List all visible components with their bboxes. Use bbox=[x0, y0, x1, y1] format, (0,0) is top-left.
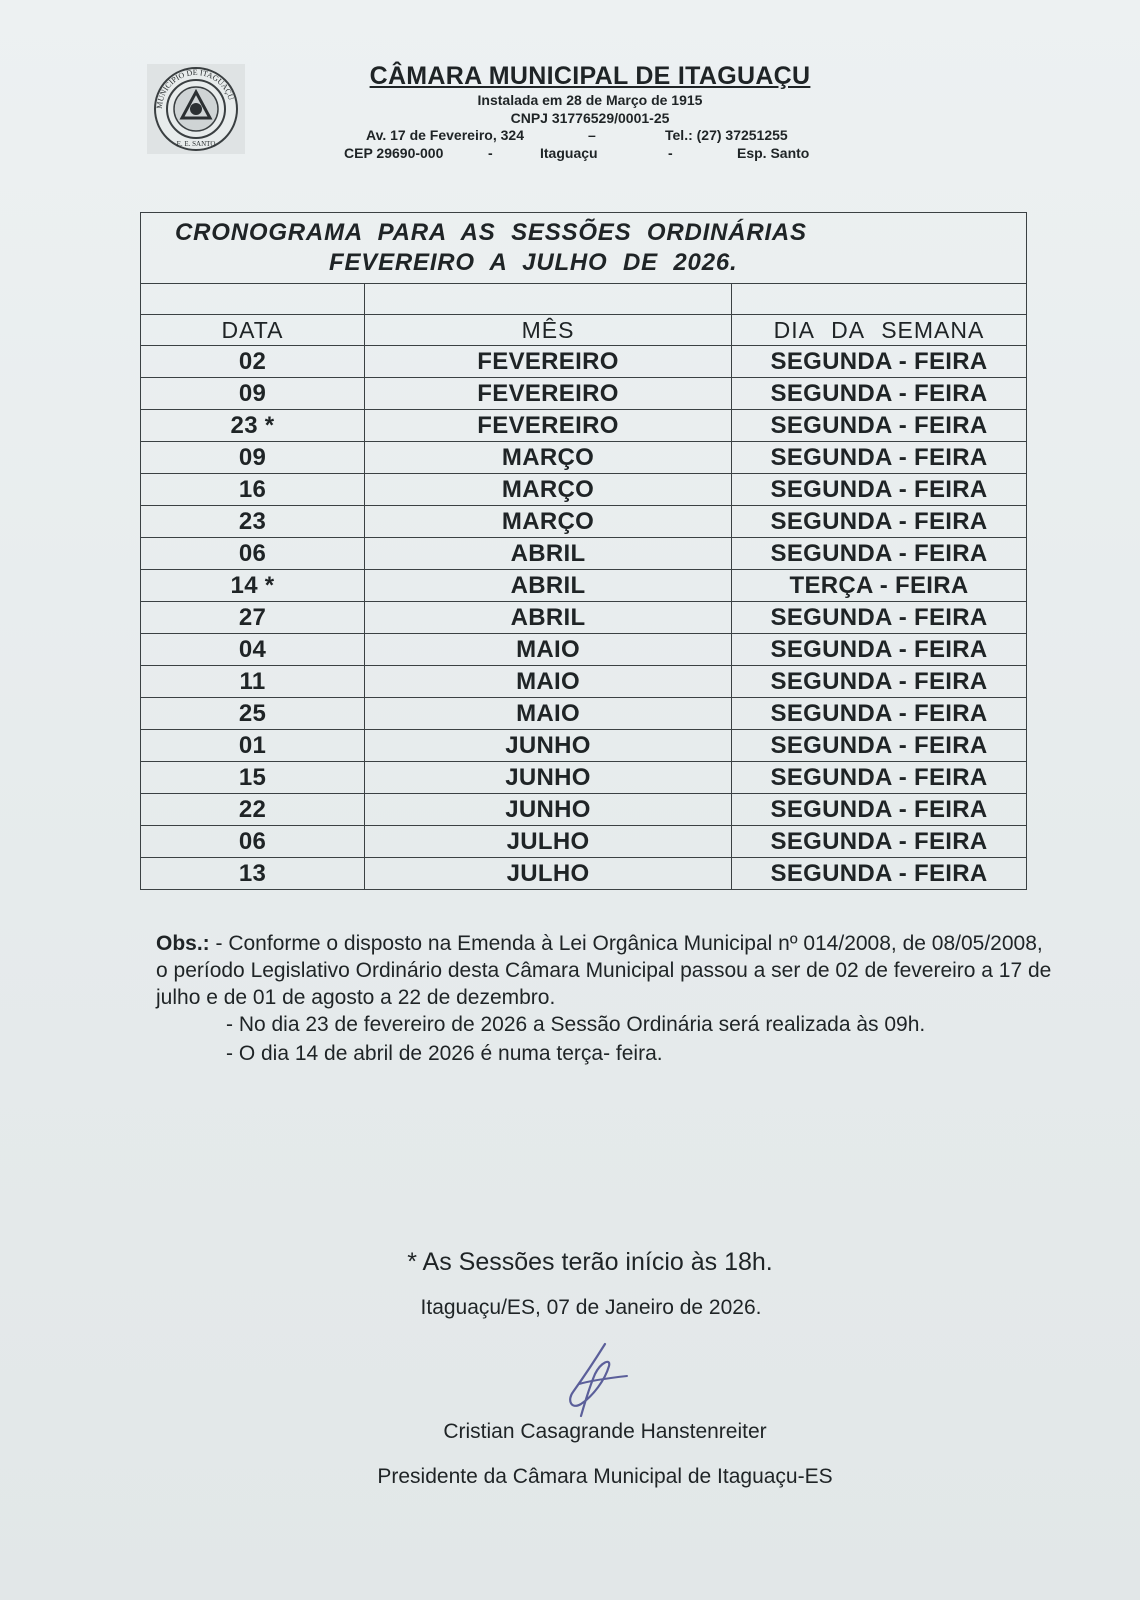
weekday-cell: SEGUNDA - FEIRA bbox=[732, 410, 1027, 442]
address-separator: – bbox=[588, 127, 596, 143]
cep-separator-1: - bbox=[488, 145, 493, 161]
date-cell: 09 bbox=[141, 442, 365, 474]
weekday-cell: SEGUNDA - FEIRA bbox=[732, 346, 1027, 378]
address: Av. 17 de Fevereiro, 324 bbox=[366, 127, 524, 143]
weekday-cell: SEGUNDA - FEIRA bbox=[732, 762, 1027, 794]
signature bbox=[565, 1340, 635, 1420]
installation-date: Instalada em 28 de Março de 1915 bbox=[477, 92, 703, 108]
month-cell: JULHO bbox=[365, 826, 732, 858]
month-cell: FEVEREIRO bbox=[365, 378, 732, 410]
table-row bbox=[141, 474, 1027, 506]
schedule-table-wrapper bbox=[140, 212, 1026, 890]
svg-text:MUNICÍPIO DE ITAGUAÇU: MUNICÍPIO DE ITAGUAÇU bbox=[154, 67, 236, 110]
date-cell: 06 bbox=[141, 826, 365, 858]
table-row bbox=[141, 698, 1027, 730]
date-cell: 14 * bbox=[141, 570, 365, 602]
place-and-date: Itaguaçu/ES, 07 de Janeiro de 2026. bbox=[420, 1296, 762, 1319]
month-cell: JUNHO bbox=[365, 794, 732, 826]
obs-label: Obs.: bbox=[156, 932, 210, 955]
weekday-cell: SEGUNDA - FEIRA bbox=[732, 378, 1027, 410]
weekday-cell: SEGUNDA - FEIRA bbox=[732, 730, 1027, 762]
date-cell: 16 bbox=[141, 474, 365, 506]
weekday-cell: SEGUNDA - FEIRA bbox=[732, 634, 1027, 666]
date-cell: 23 bbox=[141, 506, 365, 538]
date-cell: 22 bbox=[141, 794, 365, 826]
date-cell: 11 bbox=[141, 666, 365, 698]
note-session-time: - No dia 23 de fevereiro de 2026 a Sessão Ordinária será realizada às 09h. bbox=[226, 1013, 926, 1036]
month-cell: FEVEREIRO bbox=[365, 410, 732, 442]
month-cell: MARÇO bbox=[365, 442, 732, 474]
month-cell: MARÇO bbox=[365, 474, 732, 506]
weekday-cell: SEGUNDA - FEIRA bbox=[732, 506, 1027, 538]
date-cell: 27 bbox=[141, 602, 365, 634]
month-cell: MAIO bbox=[365, 634, 732, 666]
schedule-table bbox=[140, 212, 1027, 890]
observation-paragraph bbox=[156, 930, 1056, 1011]
month-cell: ABRIL bbox=[365, 538, 732, 570]
date-cell: 01 bbox=[141, 730, 365, 762]
table-row bbox=[141, 570, 1027, 602]
table-row bbox=[141, 666, 1027, 698]
schedule-title-line-2: FEVEREIRO A JULHO DE 2026. bbox=[329, 249, 738, 276]
month-cell: JULHO bbox=[365, 858, 732, 890]
cep-separator-2: - bbox=[668, 145, 673, 161]
municipal-seal bbox=[147, 64, 245, 154]
table-row bbox=[141, 826, 1027, 858]
weekday-cell: SEGUNDA - FEIRA bbox=[732, 538, 1027, 570]
phone: Tel.: (27) 37251255 bbox=[665, 127, 788, 143]
month-cell: MARÇO bbox=[365, 506, 732, 538]
table-row bbox=[141, 410, 1027, 442]
obs-text: - Conforme o disposto na Emenda à Lei Orgânica Municipal nº 014/2008, de 08/05/2008, o período Legislativo Ordinário desta Câmara Municipal passou a ser de 02 de fevereiro a 17 de julho e de 01 de agosto a 22 de dezembro. bbox=[156, 932, 1052, 1009]
note-tuesday: - O dia 14 de abril de 2026 é numa terça- feira. bbox=[226, 1042, 663, 1065]
table-row bbox=[141, 634, 1027, 666]
weekday-cell: SEGUNDA - FEIRA bbox=[732, 602, 1027, 634]
weekday-cell: SEGUNDA - FEIRA bbox=[732, 826, 1027, 858]
weekday-cell: SEGUNDA - FEIRA bbox=[732, 858, 1027, 890]
weekday-cell: TERÇA - FEIRA bbox=[732, 570, 1027, 602]
state: Esp. Santo bbox=[737, 145, 810, 161]
table-row bbox=[141, 602, 1027, 634]
svg-text:E. E. SANTO: E. E. SANTO bbox=[176, 140, 216, 148]
letterhead bbox=[340, 62, 840, 163]
month-cell: JUNHO bbox=[365, 730, 732, 762]
institution-title: CÂMARA MUNICIPAL DE ITAGUAÇU bbox=[369, 62, 811, 90]
city: Itaguaçu bbox=[540, 145, 598, 161]
date-cell: 25 bbox=[141, 698, 365, 730]
address-row bbox=[340, 127, 840, 145]
table-row bbox=[141, 378, 1027, 410]
weekday-cell: SEGUNDA - FEIRA bbox=[732, 794, 1027, 826]
date-cell: 15 bbox=[141, 762, 365, 794]
signer-name: Cristian Casagrande Hanstenreiter bbox=[443, 1420, 767, 1443]
date-cell: 04 bbox=[141, 634, 365, 666]
column-header-date: DATA bbox=[141, 315, 365, 346]
date-cell: 23 * bbox=[141, 410, 365, 442]
column-header-weekday: DIA DA SEMANA bbox=[732, 315, 1027, 346]
cep-row bbox=[340, 145, 840, 163]
schedule-title-line-1: CRONOGRAMA PARA AS SESSÕES ORDINÁRIAS bbox=[175, 219, 807, 246]
signer-role: Presidente da Câmara Municipal de Itaguaçu-ES bbox=[377, 1465, 833, 1488]
column-header-month: MÊS bbox=[365, 315, 732, 346]
month-cell: MAIO bbox=[365, 666, 732, 698]
table-row bbox=[141, 442, 1027, 474]
month-cell: FEVEREIRO bbox=[365, 346, 732, 378]
weekday-cell: SEGUNDA - FEIRA bbox=[732, 474, 1027, 506]
month-cell: ABRIL bbox=[365, 570, 732, 602]
table-header bbox=[141, 315, 1027, 346]
cep: CEP 29690-000 bbox=[344, 145, 444, 161]
table-row bbox=[141, 538, 1027, 570]
date-cell: 09 bbox=[141, 378, 365, 410]
month-cell: MAIO bbox=[365, 698, 732, 730]
table-row bbox=[141, 506, 1027, 538]
weekday-cell: SEGUNDA - FEIRA bbox=[732, 698, 1027, 730]
month-cell: ABRIL bbox=[365, 602, 732, 634]
table-row bbox=[141, 346, 1027, 378]
date-cell: 02 bbox=[141, 346, 365, 378]
weekday-cell: SEGUNDA - FEIRA bbox=[732, 442, 1027, 474]
date-cell: 13 bbox=[141, 858, 365, 890]
session-start-note: * As Sessões terão início às 18h. bbox=[407, 1248, 773, 1276]
blank-row bbox=[141, 284, 1027, 315]
table-row bbox=[141, 794, 1027, 826]
date-cell: 06 bbox=[141, 538, 365, 570]
month-cell: JUNHO bbox=[365, 762, 732, 794]
schedule-body bbox=[141, 346, 1027, 890]
table-row bbox=[141, 762, 1027, 794]
schedule-title bbox=[141, 213, 1027, 284]
cnpj: CNPJ 31776529/0001-25 bbox=[510, 110, 670, 126]
table-row bbox=[141, 858, 1027, 890]
weekday-cell: SEGUNDA - FEIRA bbox=[732, 666, 1027, 698]
table-row bbox=[141, 730, 1027, 762]
